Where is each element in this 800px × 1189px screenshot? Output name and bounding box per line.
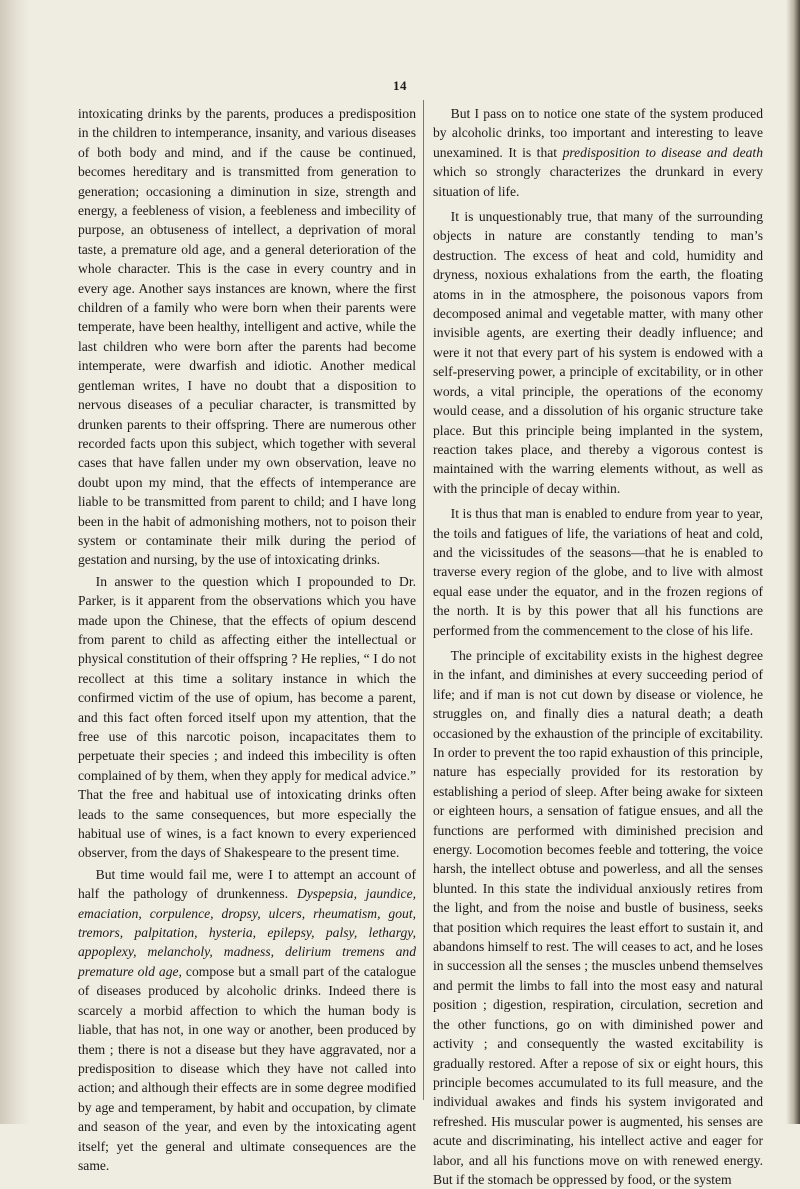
text-run: The principle of excitability exists in the highest degree in the infant, and diminishes at every succeeding period of life; and if man is not cut down by disease or violence, he struggles on, and finally dies a natural death; a death occasioned by the exhaustion of the principle of excitability. In order to prevent the too rapid exhaustion of this principle, nature has especially provided for its restoration by establishing a period of sleep. After being awake for sixteen or eighteen hours, a sensation of fatigue ensues, and all the functions are performed with diminished precision and energy. Locomotion becomes feeble and tottering, the voice harsh, the intellect obtuse and powerless, and all the senses blunted. In this state the individual anxiously retires from the light, and from the noise and bustle of business, seeks that position which requires the least effort to sustain it, and abandons himself to rest. The will ceases to act, and he loses in succession all the senses ; the muscles unbend themselves and permit the limbs to fall into the most easy and natural position ; digestion, respiration, circulation, secretion and the other functions, go on with diminished power and activity ; and consequently the wasted excitability is gradually restored. After a repose of six or eight hours, this principle becomes accumulated to its full measure, and the individual awakes and finds his system invigorated and refreshed. His muscular power is augmented, his senses are acute and discriminating, his intellect active and eager for labor, and all his functions move on with renewed energy. But if the stomach be oppressed by food, or the system [433,647,763,1187]
left-column [78,104,416,1175]
paragraph [433,207,763,498]
text-run: But time would fail me, were I to attempt an account of half the pathology of drunkenness. [78,866,416,902]
italic-text: Dyspepsia, jaundice, emaciation, corpulence, dropsy, ulcers, rheumatism, gout, tremors, palpitation, hysteria, epilepsy, palsy, lethargy, appoplexy, melancholy, madness, delirium tremens and premature old age, [78,886,417,979]
page-number: 14 [393,78,407,93]
page-edge-shadow-right [786,0,800,1124]
text-run: It is thus that man is enabled to endure from year to year, the toils and fatigues of life, the variations of heat and cold, and the vicissitudes of the seasons—that he is enabled to traverse every region of the globe, and to live with almost equal ease under the equator, and in the frozen regions of the north. It is by this power that all his functions are performed from the commencement to the close of his life. [433,506,763,638]
paragraph [433,646,763,1189]
text-run: compose but a small part of the catalogue of diseases produced by alcoholic drinks. Indeed there is scarcely a morbid affection to which the human body is liable, that has not, in one way or another, been produced by them ; there is not a disease but they have aggravated, nor a predisposition to disease which they have not called into action; and although their effects are in some degree modified by age and temperament, by habit and occupation, by climate and season of the year, and even by the intoxicating agent itself; yet the general and ultimate consequences are the same. [78,963,416,1173]
paragraph [78,104,416,570]
text-run: which so strongly characterizes the drunkard in every situation of life. [433,164,763,199]
text-run: In answer to the question which I propounded to Dr. Parker, is it apparent from the observations which you have made upon the Chinese, that the effects of opium descend from parent to child as affecting either the intellectual or physical constitution of their offspring ? He replies, “ I do not recollect at this time a solitary instance in which the confirmed victim of the use of opium, has become a parent, and this fact often forced itself upon my attention, that the free use of this narcotic poison, incapacitates them to perpetuate their species ; and indeed this imbecility is often complained of by them, when they apply for medical advice.” That the free and habitual use of intoxicating drinks often leads to the same consequences, but more especially the habitual use of wines, is a fact known to every experienced observer, from the days of Shakespeare to the present time. [78,573,416,861]
text-run: intoxicating drinks by the parents, produces a predisposition in the children to intemperance, insanity, and various diseases of both body and mind, and if the cause be continued, becomes hereditary and is transmitted from generation to generation; occasioning a diminution in size, strength and energy, a feebleness of vision, a feebleness and imbecility of purpose, an obtuseness of intellect, a deprivation of moral taste, a premature old age, and a general deterioration of the whole character. This is the case in every country and in every age. Another says instances are known, where the first children of a family who were born when their parents were temperate, have been healthy, intelligent and active, while the last children who were born after the parents had become intemperate, were dwarfish and idiotic. Another medical gentleman writes, I have no doubt that a disposition to nervous diseases of a peculiar character, is transmitted by drunken parents to their offspring. There are numerous other recorded facts upon this subject, which together with several cases that have fallen under my own observation, leave no doubt upon my mind, that the effects of intemperance are liable to be transmitted from parent to child; and I have long been in the habit of admonishing mothers, not to poison their system or contaminate their milk during the period of gestation and nursing, by the use of intoxicating drinks. [78,106,416,568]
text-run: It is unquestionably true, that many of the surrounding objects in nature are constantly tending to man’s destruction. The excess of heat and cold, humidity and dryness, noxious exhalations from the earth, the floating atoms in in the atmosphere, the poisonous vapors from decomposed animal and vegetable matter, with many other invisible agents, are exerting their deadly influence; and were it not that every part of his system is endowed with a self-preserving power, a principle of excitability, or in other words, a vital principle, the operations of the economy would cease, and a dissolution of his organic structure take place. But this principle being implanted in the system, reaction takes place, and thereby a vigorous contest is maintained with the warring elements without, as well as with the principle of decay within. [433,209,763,496]
text-run: But I pass on to notice one state of the system produced by alcoholic drinks, too important and interesting to leave unexamined. It is that [433,106,763,160]
page-edge-shadow-left [0,0,30,1124]
italic-text: predisposition to disease and death [562,144,763,160]
paragraph [433,504,763,640]
paragraph [78,572,416,863]
paragraph [78,865,416,1176]
paragraph [433,104,763,201]
right-column [433,104,763,1189]
column-divider [423,100,424,1100]
